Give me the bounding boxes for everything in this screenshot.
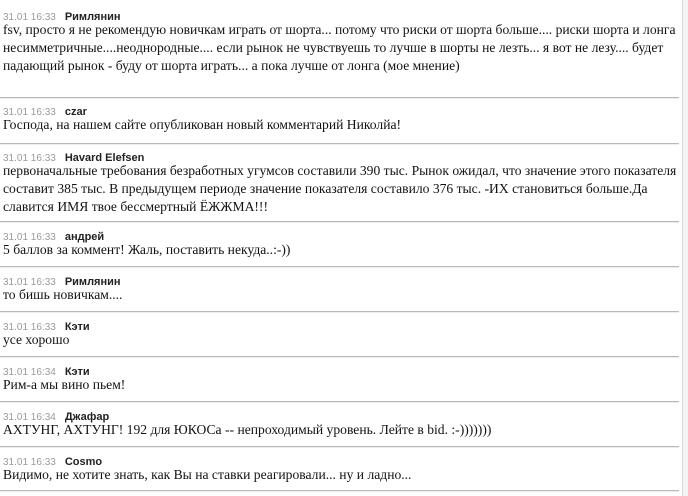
message-author[interactable]: андрей: [64, 231, 105, 243]
message-author[interactable]: Кэти: [64, 366, 90, 378]
message-time: 31.01 16:34: [3, 367, 56, 378]
message-time: 31.01 16:33: [3, 153, 56, 164]
scrollbar[interactable]: [682, 0, 688, 496]
message-divider: [0, 490, 679, 492]
message-text: fsv, просто я не рекомендую новичкам играть от шорта... потому что риски от шорта больше.... риски шорта и лонга несимметричные....неоднородные.... если рынок не чувствуешь то лучше в шорты не лезть... я вот не лезу.... будет падающий рынок - буду от шорта играть... а пока лучше от лонга (мое мнение): [3, 22, 676, 73]
message-author[interactable]: Римлянин: [64, 276, 121, 288]
message-text: Видимо, не хотите знать, как Вы на ставки реагировали... ну и ладно...: [3, 467, 412, 482]
message-author[interactable]: Кэти: [64, 321, 90, 333]
message-divider: [0, 446, 679, 448]
message-divider: [0, 266, 679, 268]
message-text: 5 баллов за коммент! Жаль, поставить некуда..:-)): [3, 242, 291, 257]
message-text: первоначальные требования безработных угумсов составили 390 тыс. Рынок ожидал, что значение этого показателя составит 385 тыс. В предыдущем периоде значение показателя составило 376 тыс. -ИХ становиться больше.Да славится ИМЯ твое бессмертный ЁЖЖМА!!!: [3, 163, 677, 214]
message-divider: [0, 356, 679, 358]
message-text: АХТУНГ, АХТУНГ! 192 для ЮКОСа -- непроходимый уровень. Лейте в bid. :-))))))): [3, 422, 492, 437]
message-author[interactable]: Havard Elefsen: [64, 152, 145, 164]
message-time: 31.01 16:34: [3, 412, 56, 423]
message-author[interactable]: czar: [64, 106, 87, 118]
message-text: усе хорошо: [3, 332, 70, 347]
message-time: 31.01 16:33: [3, 457, 56, 468]
message-author[interactable]: Cosmo: [64, 456, 103, 468]
message-divider: [0, 97, 679, 99]
message-divider: [0, 221, 679, 223]
message-time: 31.01 16:33: [3, 322, 56, 333]
message-text: то бишь новичкам....: [3, 287, 123, 302]
message-author[interactable]: Римлянин: [64, 11, 121, 23]
message-time: 31.01 16:33: [3, 277, 56, 288]
message-time: 31.01 16:33: [3, 107, 56, 118]
message-divider: [0, 401, 679, 403]
message-time: 31.01 16:33: [3, 12, 56, 23]
message-divider: [0, 143, 679, 145]
message-text: Рим-а мы вино пьем!: [3, 377, 126, 392]
message-text: Господа, на нашем сайте опубликован новый комментарий Николйа!: [3, 117, 402, 132]
message-author[interactable]: Джафар: [64, 411, 110, 423]
message-divider: [0, 311, 679, 313]
message-time: 31.01 16:33: [3, 232, 56, 243]
